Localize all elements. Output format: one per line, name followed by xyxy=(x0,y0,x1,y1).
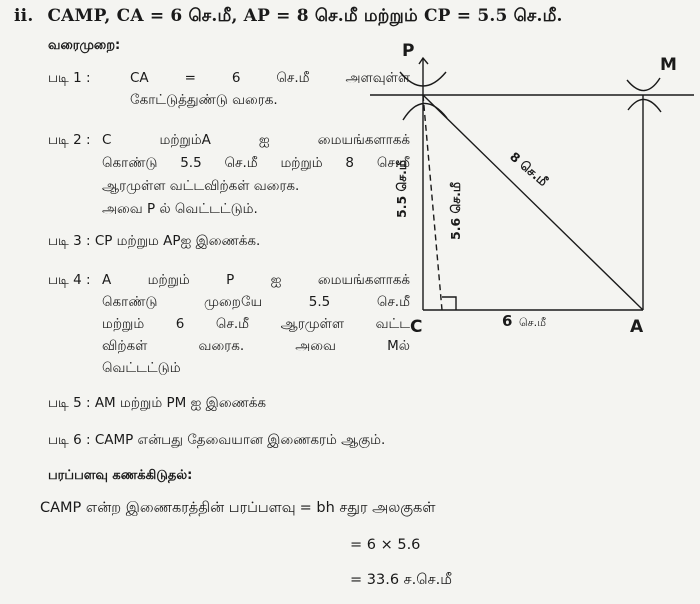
right-angle-mark xyxy=(442,297,456,310)
point-a-label: A xyxy=(630,317,644,337)
arc-m-2 xyxy=(628,99,661,112)
label-ca-number: 6 xyxy=(502,312,513,330)
area-formula-left: CAMP என்ற இணைகரத்தின் பரப்பளவு xyxy=(40,500,296,516)
label-ca-unit: செ.மீ xyxy=(519,316,547,329)
step-1-line-2: கோட்டுத்துண்டு வரைக. xyxy=(130,92,278,108)
step-2-line-1: C மற்றும்A ஐ மையங்களாகக் xyxy=(102,132,410,148)
step-2-label: படி 2 : xyxy=(48,132,91,148)
area-formula-right: = bh சதுர அலகுகள் xyxy=(299,500,436,516)
step-3-label: படி 3 : xyxy=(48,233,91,249)
construction-heading: வரைமுறை: xyxy=(48,38,121,53)
step-2-line-4: அவை P ல் வெட்டட்டும். xyxy=(102,201,258,217)
step-6-line-1: CAMP என்பது தேவையான இணைகரம் ஆகும். xyxy=(94,432,386,448)
step-4-line-4: விற்கள் வரைக. அவை Mல் xyxy=(102,338,410,354)
point-p-label: P xyxy=(402,41,415,61)
step-4-line-5: வெட்டட்டும் xyxy=(102,360,181,376)
problem-number: ii. xyxy=(14,6,34,26)
step-6-label: படி 6 : xyxy=(48,432,91,448)
label-cp-length: 5.5 செ.மீ xyxy=(394,160,409,218)
step-4-line-1: A மற்றும் P ஐ மையங்களாகக் xyxy=(102,272,410,288)
step-1-label: படி 1 : xyxy=(48,70,91,86)
step-4-label: படி 4 : xyxy=(48,272,91,288)
area-result: = 33.6 ச.செ.மீ xyxy=(350,572,452,588)
point-c-label: C xyxy=(410,317,423,337)
height-line xyxy=(423,95,442,310)
point-m-label: M xyxy=(660,55,677,75)
arc-m-1 xyxy=(627,78,660,91)
problem-statement: CAMP, CA = 6 செ.மீ, AP = 8 செ.மீ மற்றும் CP = 5.5 செ.மீ. xyxy=(47,6,563,26)
step-2-line-3: ஆரமுள்ள வட்டவிற்கள் வரைக. xyxy=(102,178,300,194)
label-ap-length: 8 செ.மீ xyxy=(507,148,551,189)
step-5-line-1: AM மற்றும் PM ஐ இணைக்க xyxy=(94,395,267,411)
step-3-line-1: CP மற்றும APஐ இணைக்க. xyxy=(94,233,261,249)
step-2-line-2: கொண்டு 5.5 செ.மீ மற்றும் 8 செ.மீ xyxy=(102,155,410,171)
step-1-line-1: CA = 6 செ.மீ அளவுள்ள xyxy=(130,70,410,86)
step-5-label: படி 5 : xyxy=(48,395,91,411)
area-heading: பரப்பளவு கணக்கிடுதல்: xyxy=(48,468,193,483)
step-4-line-2: கொண்டு முறையே 5.5 செ.மீ xyxy=(102,294,410,310)
step-4-line-3: மற்றும் 6 செ.மீ ஆரமுள்ள வட்ட xyxy=(102,316,410,332)
area-substitution: = 6 × 5.6 xyxy=(350,537,421,553)
label-height: 5.6 செ.மீ xyxy=(448,182,463,240)
